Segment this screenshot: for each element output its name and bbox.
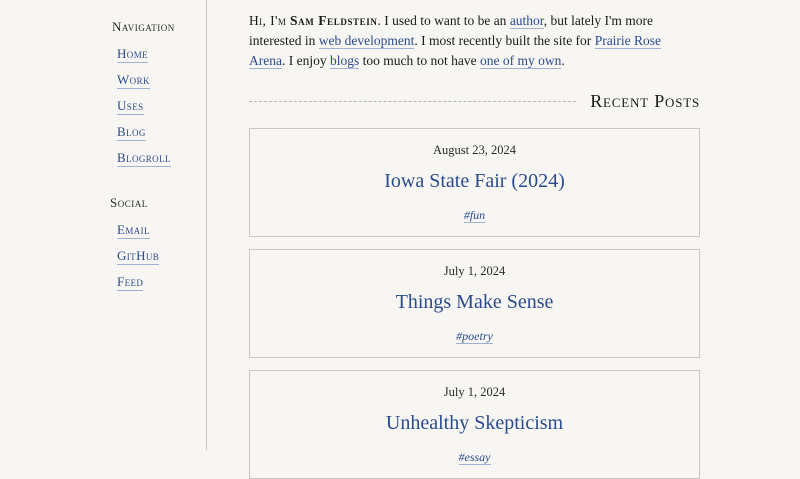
post-date: August 23, 2024 (433, 143, 516, 157)
navigation-list (0, 45, 206, 167)
post-card[interactable] (249, 370, 700, 479)
post-tag[interactable]: #fun (463, 208, 486, 222)
intro-text-5: too much to not have (359, 53, 480, 68)
post-tag[interactable]: #essay (458, 450, 491, 464)
post-tag[interactable]: #poetry (456, 329, 493, 343)
intro-text-4: . I enjoy (281, 53, 330, 68)
sidebar-item-uses[interactable]: Uses (117, 98, 144, 113)
link-one-of-my-own[interactable]: one of my own (479, 53, 562, 68)
social-heading: Social (110, 195, 148, 210)
sidebar-item-home[interactable]: Home (117, 46, 148, 61)
list-item (0, 247, 206, 265)
link-web-development[interactable]: web development (318, 33, 415, 48)
intro-text-3: . I most recently built the site for (414, 33, 595, 48)
divider (249, 101, 576, 102)
post-card[interactable] (249, 249, 700, 358)
recent-posts-header (249, 91, 700, 112)
post-date: July 1, 2024 (443, 385, 506, 399)
post-date: July 1, 2024 (443, 264, 506, 278)
sidebar-item-email[interactable]: Email (117, 222, 150, 237)
navigation-section (0, 10, 206, 175)
post-card[interactable] (249, 128, 700, 237)
page-title: Recent Posts (590, 91, 700, 111)
list-item (0, 221, 206, 239)
list-item (0, 97, 206, 115)
intro-paragraph (249, 11, 700, 71)
post-title-link[interactable]: Iowa State Fair (2024) (384, 170, 565, 192)
sidebar-item-work[interactable]: Work (117, 72, 150, 87)
link-prairie-rose-arena[interactable]: Prairie Rose Arena (249, 33, 662, 68)
post-tag-row (260, 206, 689, 224)
sidebar (0, 0, 207, 450)
list-item (0, 123, 206, 141)
navigation-heading: Navigation (112, 19, 175, 34)
post-title-link[interactable]: Unhealthy Skepticism (385, 412, 564, 434)
intro-name: Sam Feldstein (290, 13, 378, 28)
list-item (0, 45, 206, 63)
link-author[interactable]: author (509, 13, 544, 28)
main-content (207, 0, 800, 464)
intro-text-2: , but lately I'm more interested in (249, 13, 654, 48)
post-tag-row (260, 448, 689, 466)
list-item (0, 71, 206, 89)
social-section (0, 175, 206, 299)
sidebar-item-blog[interactable]: Blog (117, 124, 146, 139)
post-title-link[interactable]: Things Make Sense (395, 291, 554, 313)
list-item (0, 149, 206, 167)
sidebar-item-feed[interactable]: Feed (117, 274, 144, 289)
social-list (0, 221, 206, 291)
sidebar-item-github[interactable]: GitHub (117, 248, 160, 263)
sidebar-item-blogroll[interactable]: Blogroll (117, 150, 171, 165)
link-blogs[interactable]: blogs (329, 53, 360, 68)
list-item (0, 273, 206, 291)
intro-greeting: Hi, I'm (249, 13, 291, 28)
intro-text-6: . (561, 53, 565, 68)
post-tag-row (260, 327, 689, 345)
intro-text-1: . I used to want to be an (377, 13, 510, 28)
